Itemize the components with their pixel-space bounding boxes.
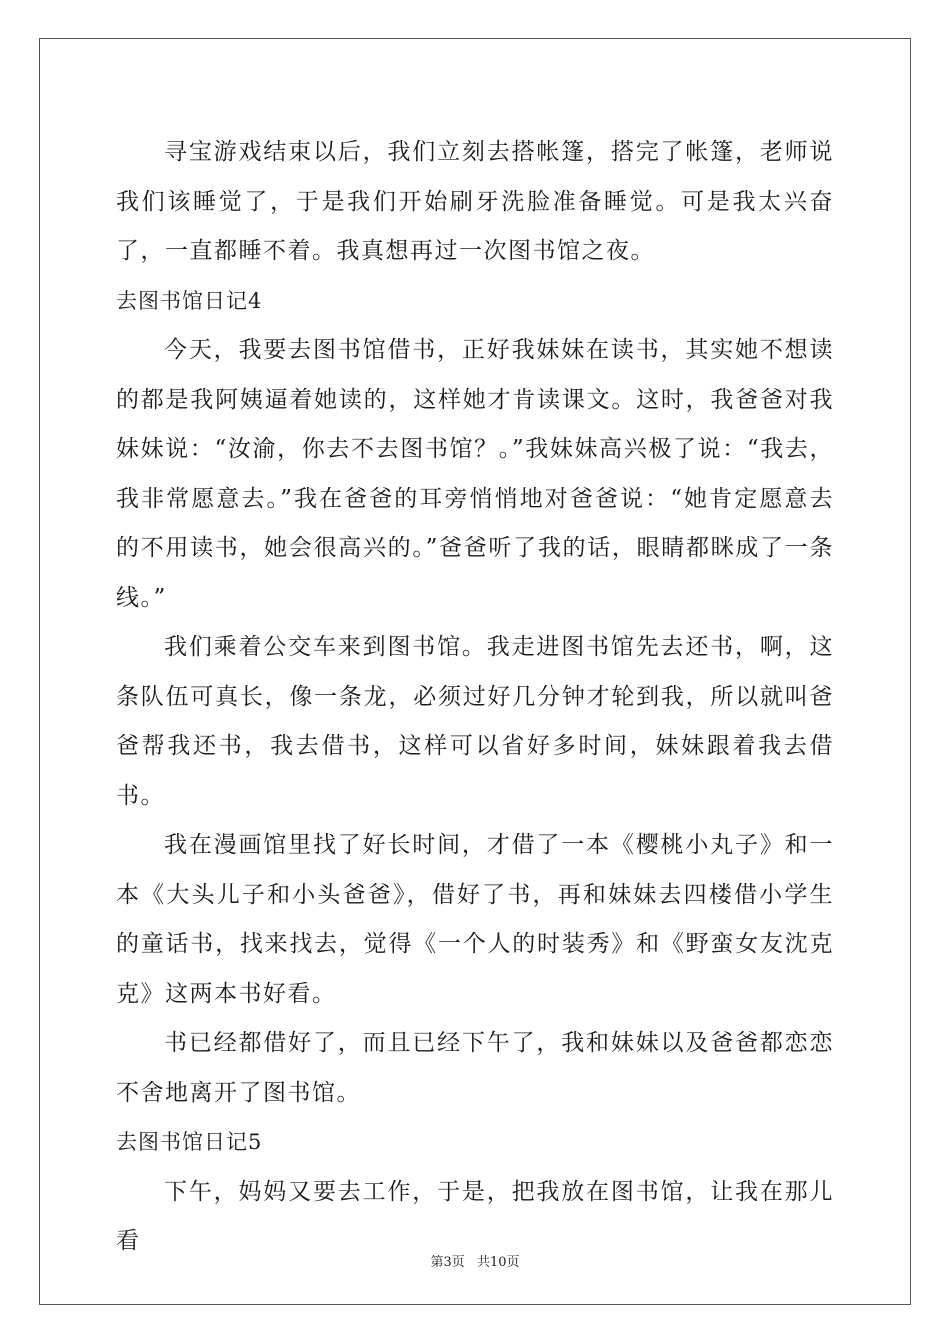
paragraph: 书已经都借好了，而且已经下午了，我和妹妹以及爸爸都恋恋不舍地离开了图书馆。 [116, 1030, 834, 1106]
document-body [116, 128, 834, 1267]
paragraph: 寻宝游戏结束以后，我们立刻去搭帐篷，搭完了帐篷，老师说我们该睡觉了，于是我们开始刷牙洗脸准备睡觉。可是我太兴奋了，一直都睡不着。我真想再过一次图书馆之夜。 [116, 139, 834, 264]
section-heading: 去图书馆日记5 [116, 1130, 263, 1154]
paragraph: 我在漫画馆里找了好长时间，才借了一本《樱桃小丸子》和一本《大头儿子和小头爸爸》，借好了书，再和妹妹去四楼借小学生的童话书，找来找去，觉得《一个人的时装秀》和《野蛮女友沈克克》这两本书好看。 [116, 832, 834, 1007]
page-footer [0, 1251, 950, 1270]
paragraph: 下午，妈妈又要去工作，于是，把我放在图书馆，让我在那儿看 [116, 1178, 834, 1254]
section-heading: 去图书馆日记4 [116, 288, 263, 313]
page-number: 第3页 [430, 1255, 465, 1270]
paragraph: 今天，我要去图书馆借书，正好我妹妹在读书，其实她不想读的都是我阿姨逼着她读的，这样她才肯读课文。这时，我爸爸对我妹妹说：“汝渝，你去不去图书馆？。”我妹妹高兴极了说：“我去，我非常愿意去。”我在爸爸的耳旁悄悄地对爸爸说：“她肯定愿意去的不用读书，她会很高兴的。”爸爸听了我的话，眼睛都眯成了一条线。” [116, 337, 834, 611]
page-total: 共10页 [476, 1255, 520, 1270]
paragraph: 我们乘着公交车来到图书馆。我走进图书馆先去还书，啊，这条队伍可真长，像一条龙，必须过好几分钟才轮到我，所以就叫爸爸帮我还书，我去借书，这样可以省好多时间，妹妹跟着我去借书。 [116, 634, 834, 809]
